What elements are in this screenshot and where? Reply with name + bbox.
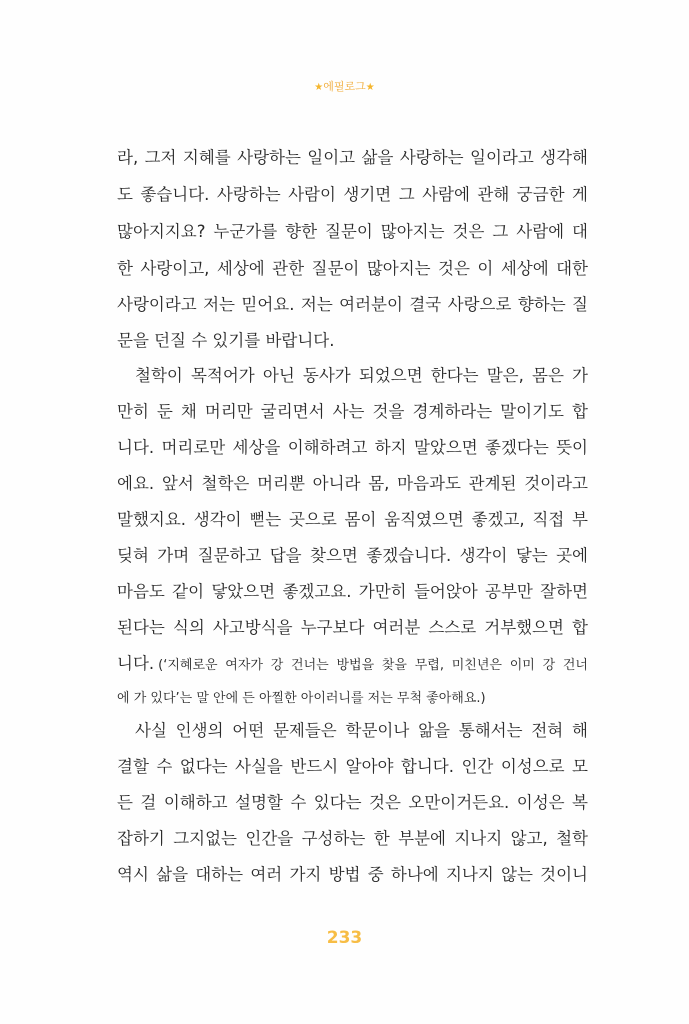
star-icon: ★ [314,82,324,93]
text-line: 결할 수 없다는 사실을 반드시 알아야 합니다. 인간 이성으로 모 [117,757,588,776]
page-number: 233 [326,928,363,948]
text-line: 된다는 식의 사고방식을 누구보다 여러분 스스로 거부했으면 합 [117,618,588,637]
text-line: 많아지지요? 누군가를 향한 질문이 많아지는 것은 그 사람에 대 [117,222,588,241]
text-line: 라, 그저 지혜를 사랑하는 일이고 삶을 사랑하는 일이라고 생각해 [117,148,588,167]
text-line: 문을 던질 수 있기를 바랍니다. [117,331,335,350]
parenthetical-note: (‘지혜로운 여자가 강 건너는 방법을 찾을 무렵, 미친년은 이미 강 건너 [158,658,588,673]
text-line: 말했지요. 생각이 뻗는 곳으로 몸이 움직였으면 좋겠고, 직접 부 [117,510,588,529]
parenthetical-note: 에 가 있다’는 말 안에 든 아찔한 아이러니를 저는 무척 좋아해요.) [117,691,486,706]
text-line: 딪혀 가며 질문하고 답을 찾으면 좋겠습니다. 생각이 닿는 곳에 [117,546,588,565]
text-line-with-note [117,653,588,677]
text-line: 잡하기 그지없는 인간을 구성하는 한 부분에 지나지 않고, 철학 [117,829,588,848]
text-line: 에요. 앞서 철학은 머리뿐 아니라 몸, 마음과도 관계된 것이라고 [117,474,588,493]
text-line: 만히 둔 채 머리만 굴리면서 사는 것을 경계하라는 말이기도 합 [117,402,588,421]
text-fragment: 니다. [117,654,155,673]
text-line: 한 사랑이고, 세상에 관한 질문이 많아지는 것은 이 세상에 대한 [117,259,588,278]
text-line: 도 좋습니다. 사랑하는 사람이 생기면 그 사람에 관해 궁금한 게 [117,185,588,204]
text-line: 사실 인생의 어떤 문제들은 학문이나 앎을 통해서는 전혀 해 [135,721,588,740]
text-line: 든 걸 이해하고 설명할 수 있다는 것은 오만이거든요. 이성은 복 [117,793,588,812]
text-line: 마음도 같이 닿았으면 좋겠고요. 가만히 들어앉아 공부만 잘하면 [117,582,588,601]
text-line: 철학이 목적어가 아닌 동사가 되었으면 한다는 말은, 몸은 가 [135,366,588,385]
text-line: 역시 삶을 대하는 여러 가지 방법 중 하나에 지나지 않는 것이니 [117,865,588,884]
star-icon: ★ [365,82,375,93]
chapter-title: 에필로그 [323,80,366,93]
chapter-header [0,78,689,94]
text-line: 니다. 머리로만 세상을 이해하려고 하지 말았으면 좋겠다는 뜻이 [117,438,588,457]
text-line: 사랑이라고 저는 믿어요. 저는 여러분이 결국 사랑으로 향하는 질 [117,295,588,314]
